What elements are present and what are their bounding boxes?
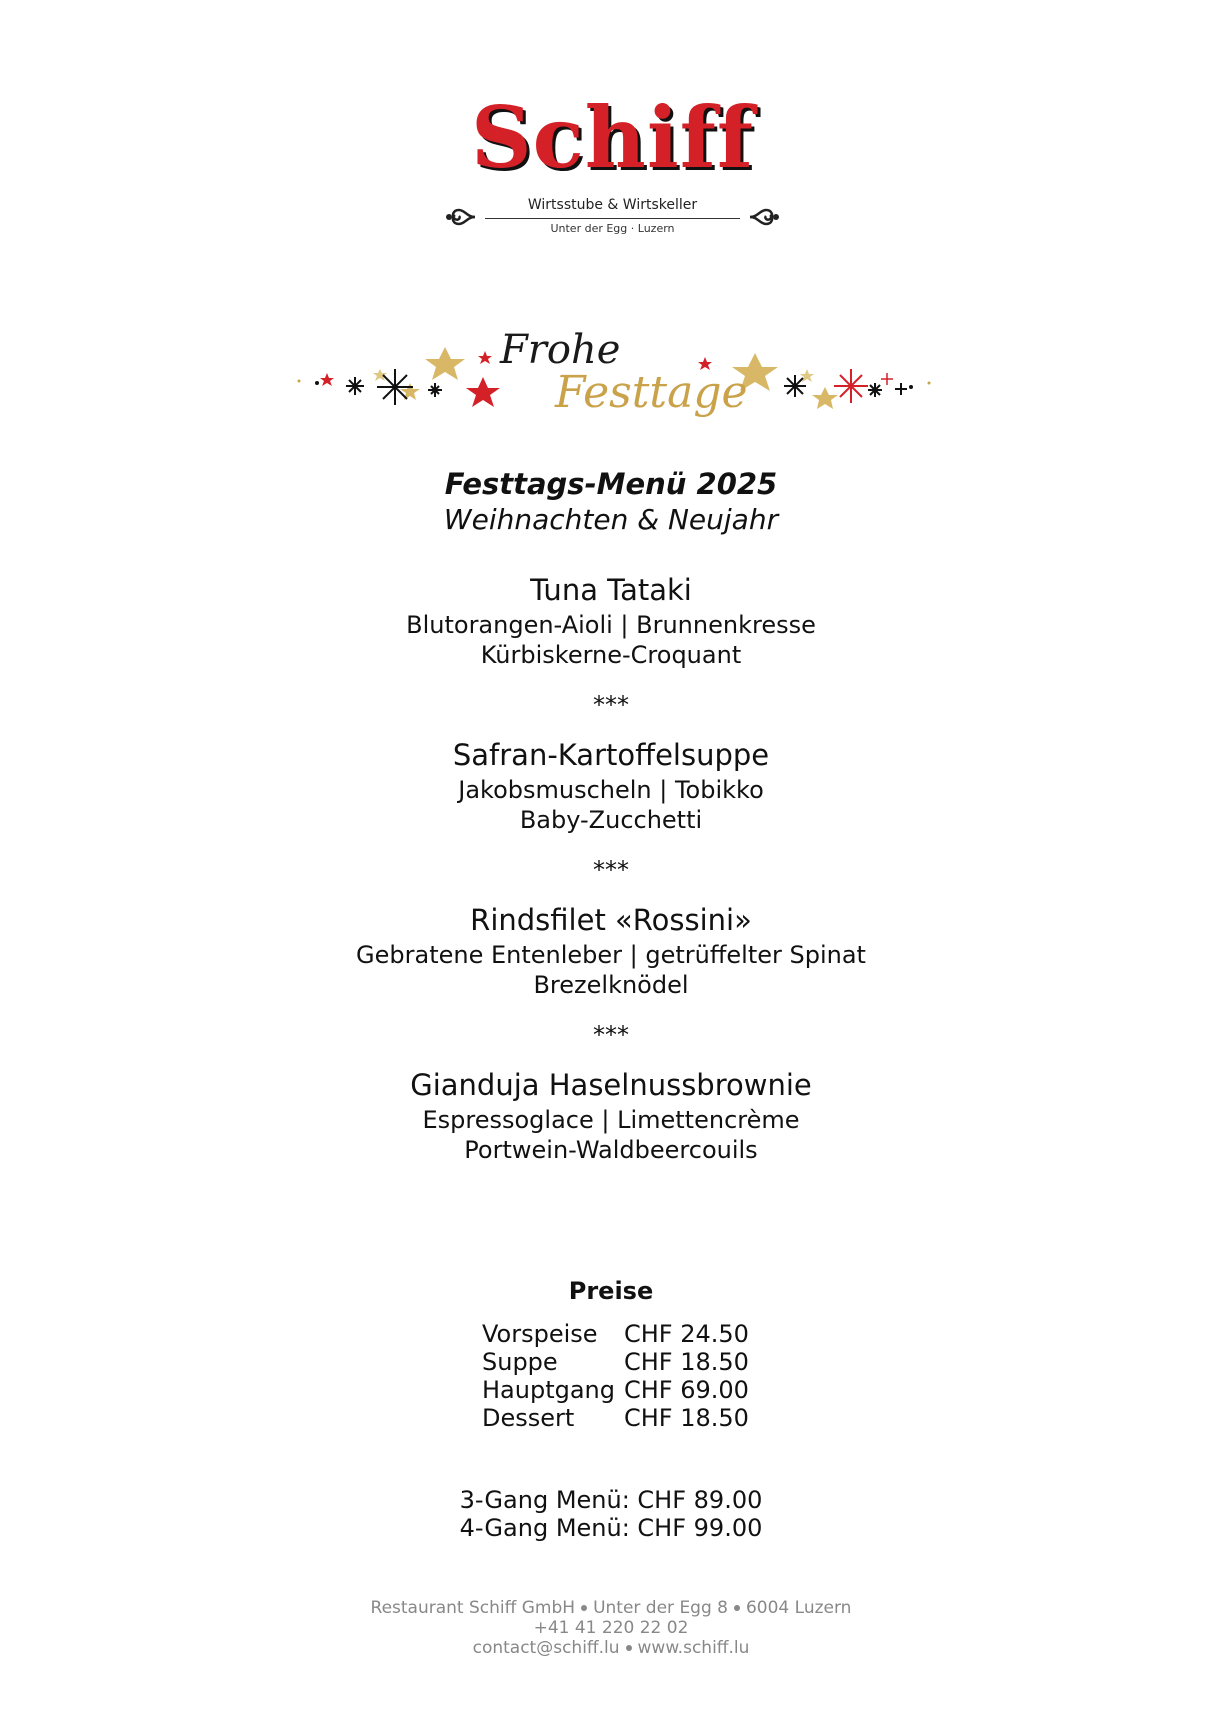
bullet-icon: [626, 1645, 632, 1651]
course-description: Gebratene Entenleber | getrüffelter Spinat: [356, 941, 866, 969]
set-menu-price: 3-Gang Menü: CHF 89.00: [459, 1486, 763, 1514]
footer-street: Unter der Egg 8: [593, 1598, 728, 1618]
price-value: CHF 18.50: [624, 1348, 749, 1376]
set-menu-price: 4-Gang Menü: CHF 99.00: [459, 1514, 763, 1542]
course-description: Baby-Zucchetti: [519, 806, 703, 834]
price-list: [482, 1320, 782, 1432]
course-description: Brezelknödel: [533, 971, 689, 999]
price-row: [482, 1376, 782, 1404]
logo-subtitle: Wirtsstube & Wirtskeller: [527, 197, 698, 213]
prices-heading: Preise: [568, 1277, 654, 1305]
price-label: Hauptgang: [482, 1376, 615, 1404]
footer-contact: [0, 1638, 1222, 1658]
course-description: Espressoglace | Limettencrème: [422, 1106, 800, 1134]
course-name: Gianduja Haselnussbrownie: [410, 1068, 812, 1102]
course-dessert: [0, 1065, 1222, 1165]
course-description: Kürbiskerne-Croquant: [480, 641, 742, 669]
menu-title: Festtags-Menü 2025: [444, 467, 778, 501]
course-description: Portwein-Waldbeercouils: [464, 1136, 758, 1164]
course-starter: [0, 570, 1222, 670]
logo-wordmark: Schiff: [470, 88, 755, 187]
price-label: Vorspeise: [482, 1320, 598, 1348]
footer: [0, 1598, 1222, 1658]
price-value: CHF 69.00: [624, 1376, 749, 1404]
course-soup: [0, 735, 1222, 835]
footer-website-link[interactable]: www.schiff.lu: [637, 1638, 750, 1658]
price-value: CHF 24.50: [624, 1320, 749, 1348]
footer-phone[interactable]: +41 41 220 22 02: [533, 1618, 689, 1638]
price-label: Suppe: [482, 1348, 558, 1376]
bullet-icon: [734, 1605, 740, 1611]
scroll-ornament-icon: [746, 200, 780, 234]
course-description: Jakobsmuscheln | Tobikko: [458, 776, 764, 804]
price-value: CHF 18.50: [624, 1404, 749, 1432]
course-description: Blutorangen-Aioli | Brunnenkresse: [406, 611, 816, 639]
course-main: [0, 900, 1222, 1000]
footer-company: Restaurant Schiff GmbH: [370, 1598, 576, 1618]
price-row: [482, 1348, 782, 1376]
price-label: Dessert: [482, 1404, 575, 1432]
festive-banner: [295, 325, 935, 445]
logo-location: Unter der Egg · Luzern: [550, 222, 675, 235]
price-row: [482, 1320, 782, 1348]
course-name: Rindsfilet «Rossini»: [470, 903, 752, 937]
course-separator: ***: [593, 691, 629, 719]
banner-frohe-text: Frohe: [500, 327, 621, 373]
banner-festtage-text: Festtage: [555, 367, 748, 418]
scroll-ornament-icon: [445, 200, 479, 234]
restaurant-logo: [445, 88, 780, 242]
course-separator: ***: [593, 856, 629, 884]
course-name: Safran-Kartoffelsuppe: [452, 738, 770, 772]
bullet-icon: [581, 1605, 587, 1611]
price-row: [482, 1404, 782, 1432]
footer-email-link[interactable]: contact@schiff.lu: [472, 1638, 620, 1658]
footer-address: [0, 1598, 1222, 1618]
logo-divider: [485, 218, 740, 219]
footer-city: 6004 Luzern: [745, 1598, 852, 1618]
set-menu-prices: [0, 1486, 1222, 1542]
course-name: Tuna Tataki: [530, 573, 692, 607]
course-separator: ***: [593, 1021, 629, 1049]
menu-subtitle: Weihnachten & Neujahr: [443, 503, 779, 536]
